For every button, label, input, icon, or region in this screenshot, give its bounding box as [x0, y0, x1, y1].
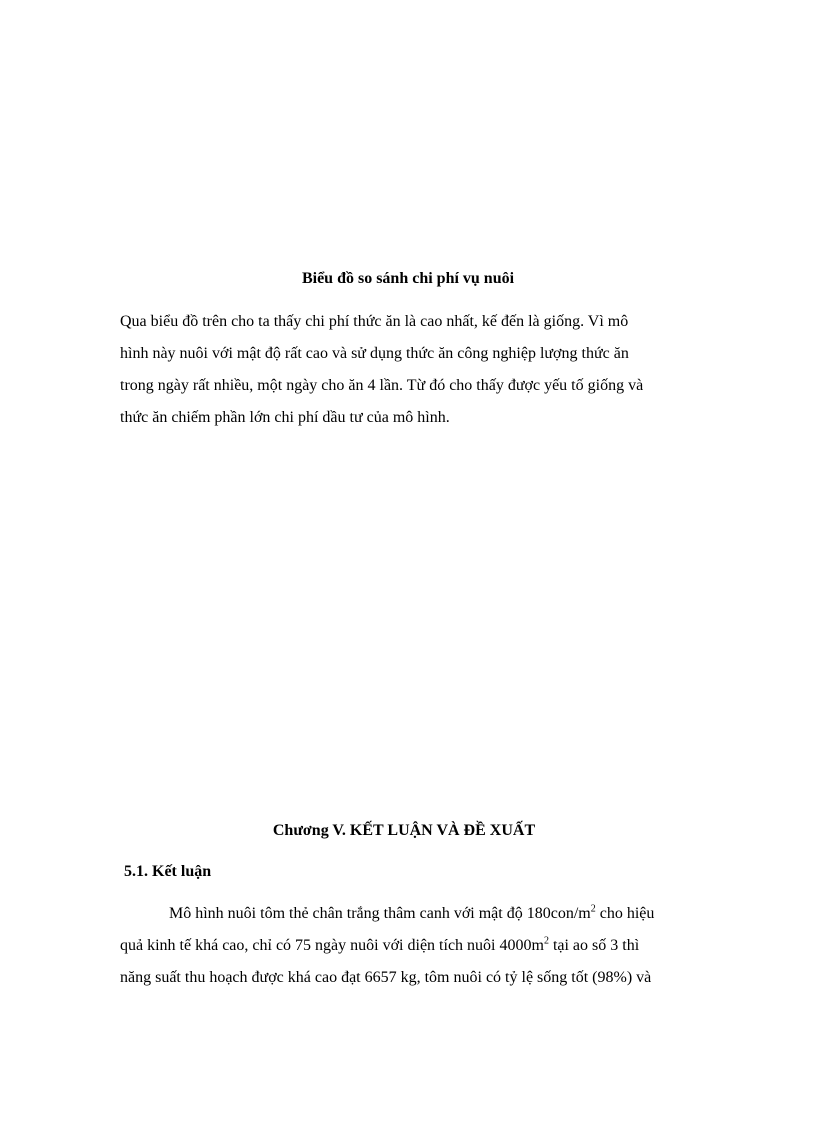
paragraph-line	[169, 904, 654, 924]
chapter-title: Chương V. KẾT LUẬN VÀ ĐỀ XUẤT	[272, 822, 536, 839]
superscript: 2	[543, 935, 549, 947]
text-span: cho hiệu	[595, 905, 655, 922]
text-span: quả kinh tế khá cao, chỉ có 75 ngày nuôi với diện tích nuôi 4000m	[120, 937, 544, 954]
paragraph-line: năng suất thu hoạch được khá cao đạt 6657 kg, tôm nuôi có tỷ lệ sống tốt (98%) và	[120, 969, 652, 986]
text-span: Mô hình nuôi tôm thẻ chân trắng thâm canh với mật độ 180con/m	[169, 905, 591, 922]
paragraph-line	[120, 936, 639, 956]
paragraph-line: Qua biểu đồ trên cho ta thấy chi phí thức ăn là cao nhất, kế đến là giống. Vì mô	[120, 313, 629, 330]
paragraph-line: hình này nuôi với mật độ rất cao và sử dụng thức ăn công nghiệp lượng thức ăn	[120, 345, 629, 362]
figure-caption: Biểu đồ so sánh chi phí vụ nuôi	[301, 270, 515, 287]
text-span: tại ao số 3 thì	[548, 937, 640, 954]
paragraph-line: thức ăn chiếm phần lớn chi phí dầu tư của mô hình.	[120, 409, 450, 426]
superscript: 2	[590, 903, 596, 915]
paragraph-line: trong ngày rất nhiều, một ngày cho ăn 4 lần. Từ đó cho thấy được yếu tố giống và	[120, 377, 644, 394]
section-title: 5.1. Kết luận	[124, 863, 212, 880]
